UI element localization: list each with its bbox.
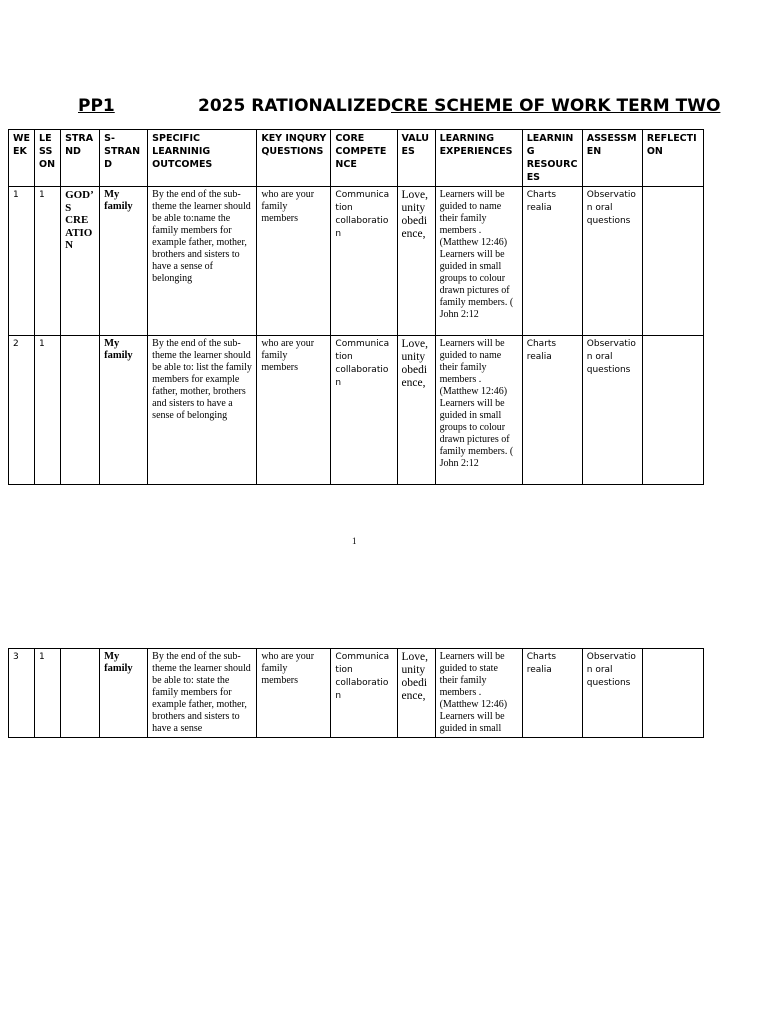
cell-competence: Communication collaboration (331, 187, 397, 336)
cell-strand: GOD’S CREATION (61, 187, 100, 336)
cell-values: Love, unity obedience, (397, 336, 435, 485)
cell-values: Love, unity obedience, (397, 187, 435, 336)
cell-reflection (642, 649, 703, 738)
header-lesson: LESSON (35, 130, 61, 187)
table-row (9, 187, 704, 336)
table-header-row (9, 130, 704, 187)
cell-week: 1 (9, 187, 35, 336)
header-outcomes: SPECIFIC LEARNINIG OUTCOMES (148, 130, 257, 187)
cell-resources: Charts realia (522, 649, 582, 738)
cell-resources: Charts realia (522, 187, 582, 336)
cell-outcomes: By the end of the sub-theme the learner should be able to:name the family members for example father, mother, brothers and sisters to have a sense of belonging (148, 187, 257, 336)
header-strand: STRAND (61, 130, 100, 187)
cell-competence: Communication collaboration (331, 649, 397, 738)
cell-sub-strand: My family (100, 336, 148, 485)
cell-values: Love, unity obedience, (397, 649, 435, 738)
cell-strand (61, 649, 100, 738)
header-assessment: ASSESSMEN (582, 130, 642, 187)
cell-experiences: Learners will be guided to name their family members .(Matthew 12:46) Learners will be guided in small groups to colour drawn pictures of family members. ( John 2:12 (435, 336, 522, 485)
cell-reflection (642, 187, 703, 336)
cell-assessment: Observation oral questions (582, 649, 642, 738)
cell-outcomes: By the end of the sub-theme the learner should be able to: state the family members for example father, mother, brothers and sisters to have a sense (148, 649, 257, 738)
cell-experiences: Learners will be guided to name their family members .(Matthew 12:46) Learners will be guided in small groups to colour drawn pictures of family members. ( John 2:12 (435, 187, 522, 336)
scheme-table-page-1 (8, 129, 704, 485)
header-reflection: REFLECTION (642, 130, 703, 187)
header-week: WEEK (9, 130, 35, 187)
year-label: 2025 RATIONALIZED (198, 96, 392, 116)
cell-week: 2 (9, 336, 35, 485)
cell-sub-strand: My family (100, 187, 148, 336)
header-experiences: LEARNING EXPERIENCES (435, 130, 522, 187)
cell-questions: who are your family members (257, 336, 331, 485)
document-title (78, 96, 721, 120)
scheme-table-page-2 (8, 648, 704, 738)
cell-lesson: 1 (35, 649, 61, 738)
cell-resources: Charts realia (522, 336, 582, 485)
header-resources: LEARNING RESOURCES (522, 130, 582, 187)
cell-assessment: Observation oral questions (582, 336, 642, 485)
cell-questions: who are your family members (257, 649, 331, 738)
header-questions: KEY INQURY QUESTIONS (257, 130, 331, 187)
cell-strand (61, 336, 100, 485)
cell-week: 3 (9, 649, 35, 738)
cell-lesson: 1 (35, 336, 61, 485)
page-number: 1 (352, 536, 357, 546)
cell-competence: Communication collaboration (331, 336, 397, 485)
table-row (9, 336, 704, 485)
subject-label: CRE SCHEME OF WORK TERM TWO (391, 96, 721, 116)
table-row (9, 649, 704, 738)
cell-questions: who are your family members (257, 187, 331, 336)
cell-sub-strand: My family (100, 649, 148, 738)
class-level: PP1 (78, 96, 115, 116)
header-values: VALUES (397, 130, 435, 187)
cell-assessment: Observation oral questions (582, 187, 642, 336)
cell-reflection (642, 336, 703, 485)
header-sub-strand: S-STRAND (100, 130, 148, 187)
header-competence: CORE COMPETENCE (331, 130, 397, 187)
cell-outcomes: By the end of the sub-theme the learner should be able to: list the family members for example father, mother, brothers and sisters to have a sense of belonging (148, 336, 257, 485)
cell-lesson: 1 (35, 187, 61, 336)
cell-experiences: Learners will be guided to state their family members .(Matthew 12:46) Learners will be guided in small (435, 649, 522, 738)
